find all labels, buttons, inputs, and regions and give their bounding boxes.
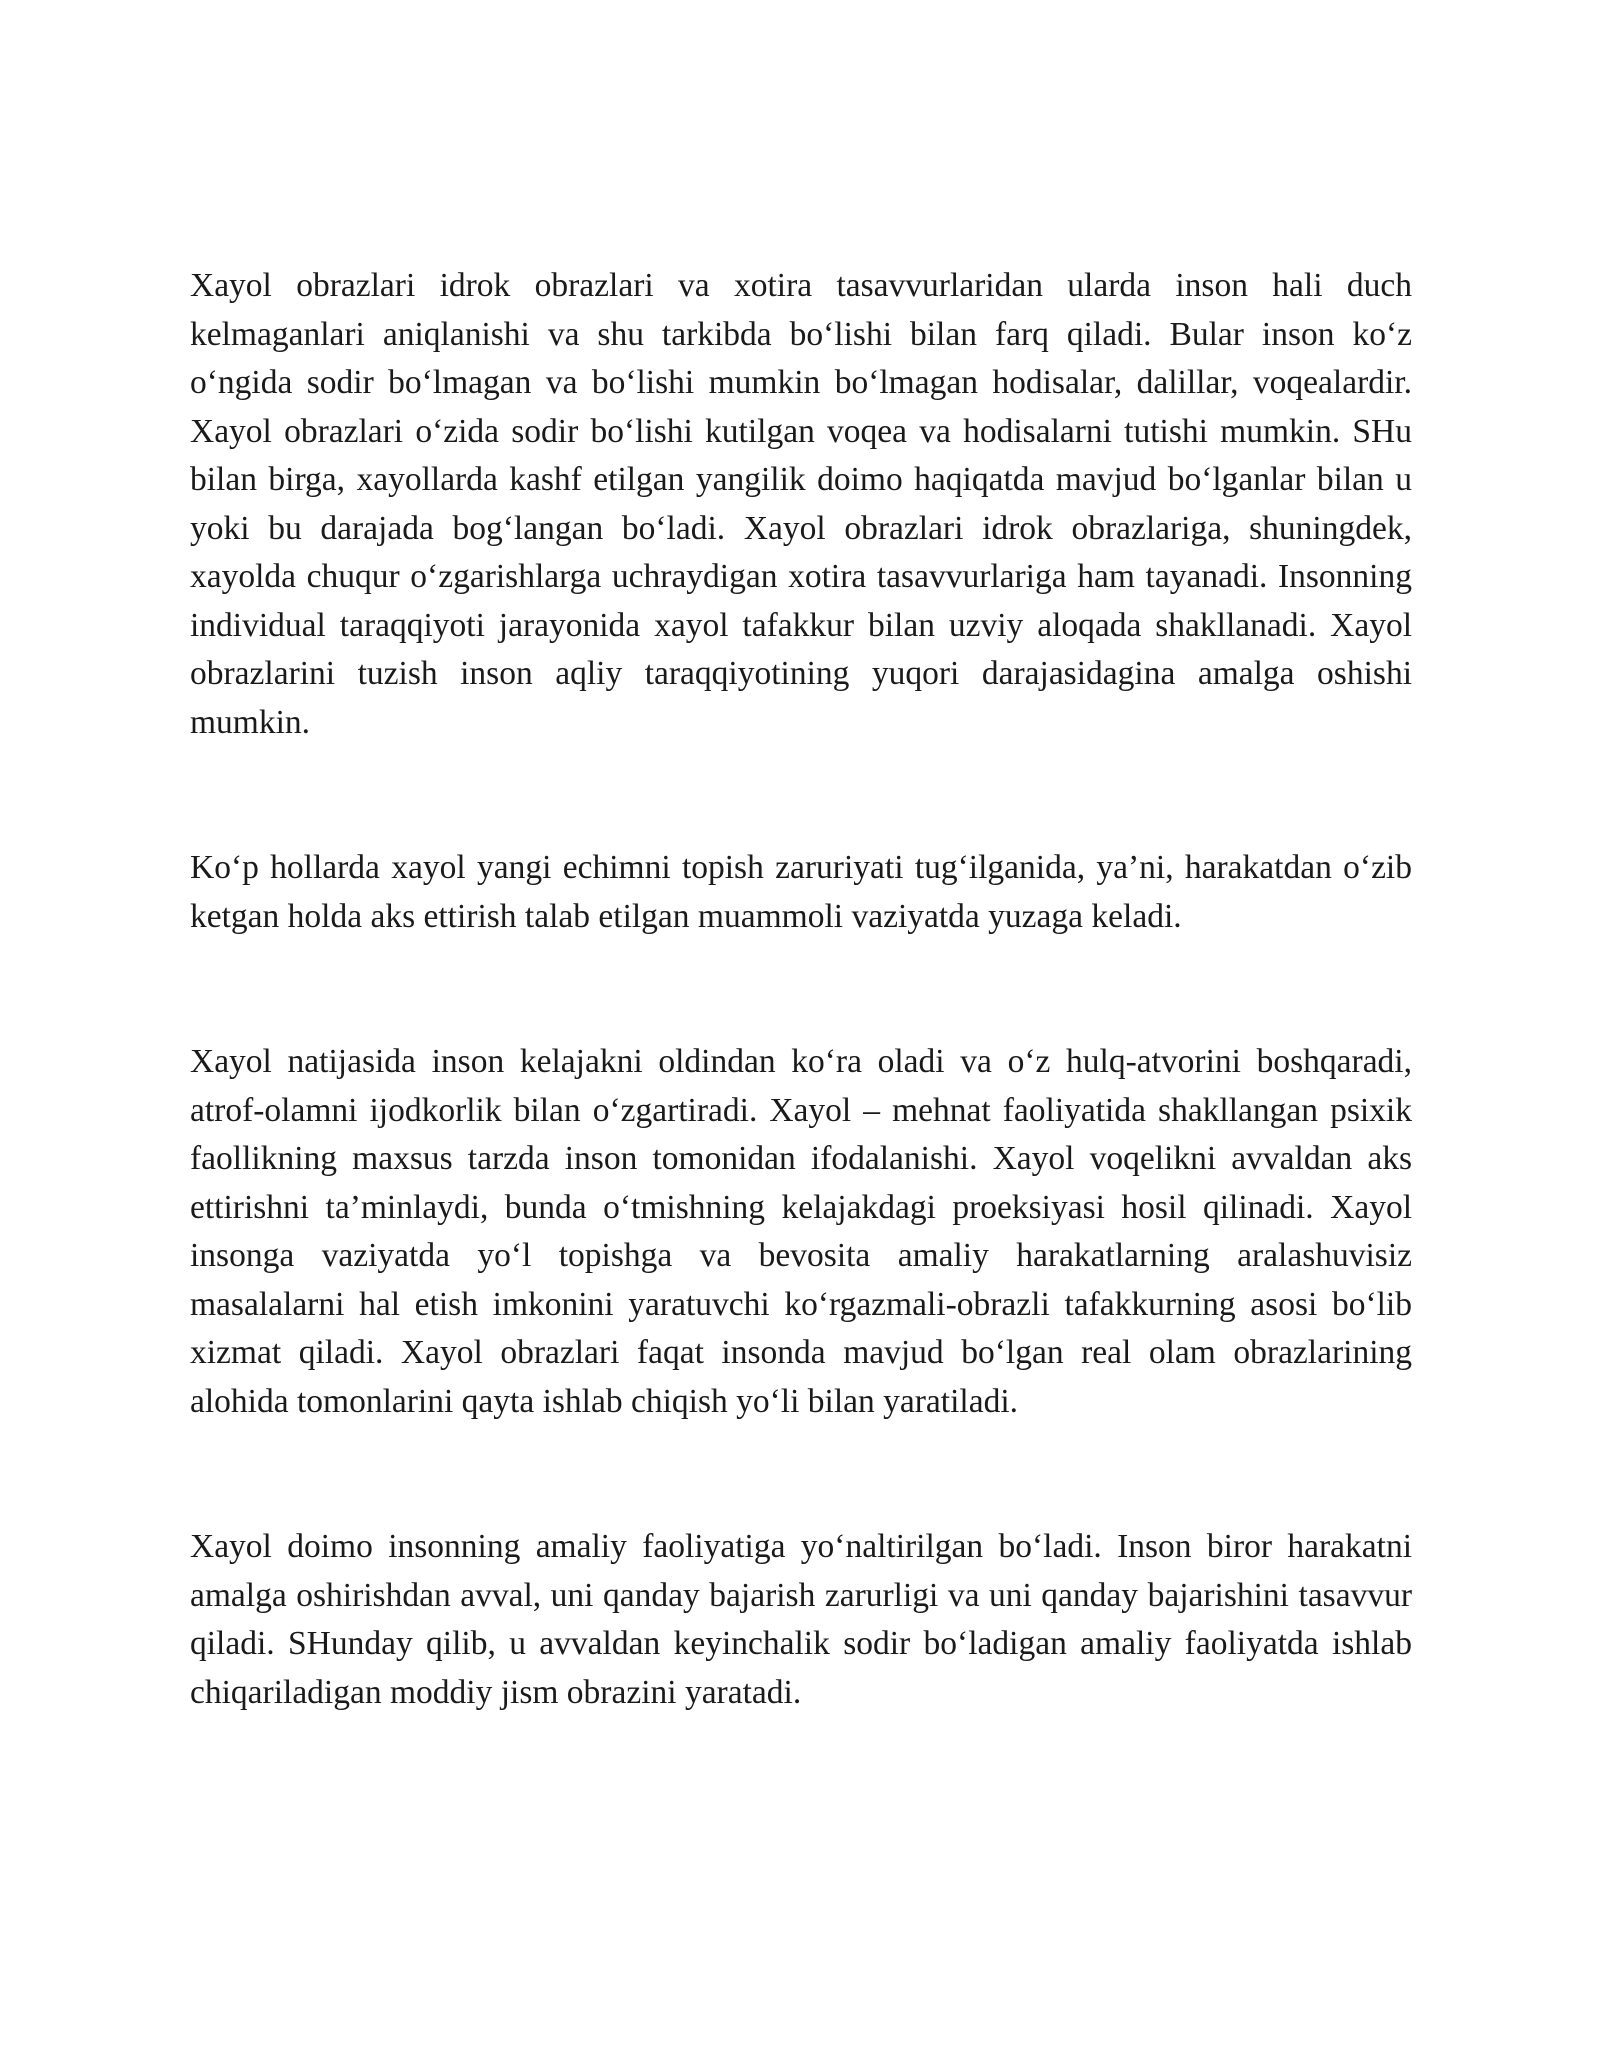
document-body xyxy=(190,262,1412,1717)
paragraph-3: Xayol natijasida inson kelajakni oldindan koʻra oladi va oʻz hulq-atvorini boshqaradi, atrof-olamni ijodkorlik bilan oʻzgartiradi. Xayol – mehnat faoliyatida shakllangan psixik faollikning maxsus tarzda inson tomonidan ifodalanishi. Xayol voqelikni avvaldan aks ettirishni ta’minlaydi, bunda oʻtmishning kelajakdagi proeksiyasi hosil qilinadi. Xayol insonga vaziyatda yoʻl topishga va bevosita amaliy harakatlarning aralashuvisiz masalalarni hal etish imkonini yaratuvchi koʻrgazmali-obrazli tafakkurning asosi boʻlib xizmat qiladi. Xayol obrazlari faqat insonda mavjud boʻlgan real olam obrazlarining alohida tomonlarini qayta ishlab chiqish yoʻli bilan yaratiladi. xyxy=(190,1043,1412,1420)
paragraph-4: Xayol doimo insonning amaliy faoliyatiga yoʻnaltirilgan boʻladi. Inson biror harakatni amalga oshirishdan avval, uni qanday bajarish zarurligi va uni qanday bajarishini tasavvur qiladi. SHunday qilib, u avvaldan keyinchalik sodir boʻladigan amaliy faoliyatda ishlab chiqariladigan moddiy jism obrazini yaratadi. xyxy=(190,1528,1412,1711)
paragraph-2: Koʻp hollarda xayol yangi echimni topish zaruriyati tugʻilganida, ya’ni, harakatdan oʻzib ketgan holda aks ettirish talab etilgan muammoli vaziyatda yuzaga keladi. xyxy=(190,849,1412,935)
paragraph-1: Xayol obrazlari idrok obrazlari va xotira tasavvurlaridan ularda inson hali duch kelmaganlari aniqlanishi va shu tarkibda boʻlishi bilan farq qiladi. Bular inson koʻz oʻngida sodir boʻlmagan va boʻlishi mumkin boʻlmagan hodisalar, dalillar, voqealardir. Xayol obrazlari oʻzida sodir boʻlishi kutilgan voqea va hodisalarni tutishi mumkin. SHu bilan birga, xayollarda kashf etilgan yangilik doimo haqiqatda mavjud boʻlganlar bilan u yoki bu darajada bogʻlangan boʻladi. Xayol obrazlari idrok obrazlariga, shuningdek, xayolda chuqur oʻzgarishlarga uchraydigan xotira tasavvurlariga ham tayanadi. Insonning individual taraqqiyoti jarayonida xayol tafakkur bilan uzviy aloqada shakllanadi. Xayol obrazlarini tuzish inson aqliy taraqqiyotining yuqori darajasidagina amalga oshishi mumkin. xyxy=(190,267,1412,741)
